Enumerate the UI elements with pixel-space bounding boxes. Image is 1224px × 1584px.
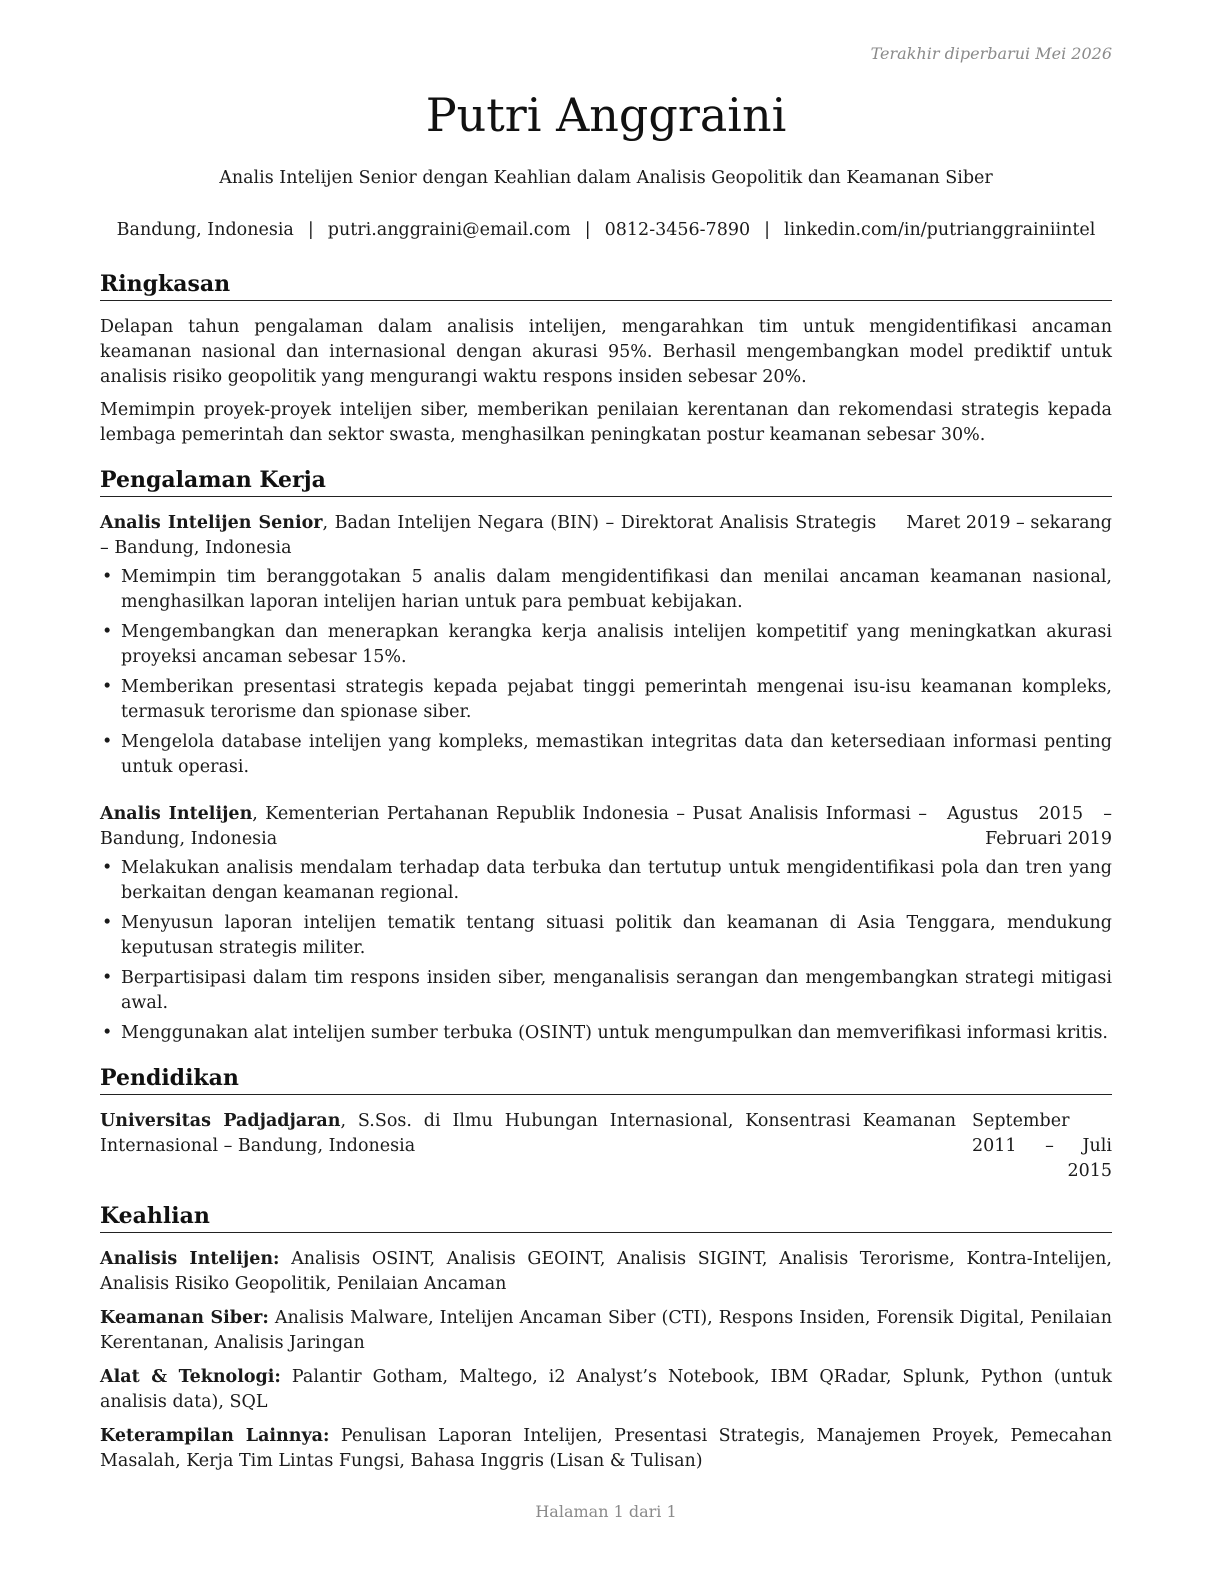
job-entry (100, 802, 1112, 1046)
job-role: Analis Intelijen Senior (100, 513, 323, 533)
bullet-glyph: • (102, 677, 113, 697)
skill-label: Keterampilan Lainnya: (100, 1426, 330, 1446)
list-item: • Mengembangkan dan menerapkan kerangka kerja analisis intelijen kompetitif yang meningkatkan akurasi proyeksi ancaman sebesar 15%. (102, 622, 1112, 667)
job-organization: , Kementerian Pertahanan Republik Indonesia – Pusat Analisis Informasi – Bandung, Indonesia (100, 804, 927, 849)
contact-email[interactable]: putri.anggraini@email.com (327, 220, 571, 240)
contact-line (80, 220, 1132, 240)
list-item: • Berpartisipasi dalam tim respons insiden siber, menganalisis serangan dan mengembangkan strategi mitigasi awal. (102, 968, 1112, 1013)
bullet-glyph: • (102, 968, 113, 988)
contact-location: Bandung, Indonesia (116, 220, 294, 240)
job-header (100, 802, 1112, 852)
skill-group (100, 1365, 1112, 1415)
bullet-glyph: • (102, 732, 113, 752)
contact-separator: | (584, 220, 591, 240)
contact-separator: | (307, 220, 314, 240)
skill-text: Analisis OSINT, Analisis GEOINT, Analisis SIGINT, Analisis Terorisme, Kontra-Intelijen, Analisis Risiko Geopolitik, Penilaian Ancaman (100, 1249, 1112, 1294)
experience-section (100, 466, 1112, 1046)
skill-text: Analisis Malware, Intelijen Ancaman Siber (CTI), Respons Insiden, Forensik Digital, Penilaian Kerentanan, Analisis Jaringan (100, 1308, 1113, 1353)
headline: Analis Intelijen Senior dengan Keahlian dalam Analisis Geopolitik dan Keamanan Siber (219, 168, 993, 188)
job-dates: Agustus 2015 – Februari 2019 (947, 804, 1112, 849)
education-dates: September 2011 – Juli 2015 (972, 1111, 1112, 1181)
skill-group (100, 1306, 1112, 1356)
education-detail: , S.Sos. di Ilmu Hubungan Internasional, Konsentrasi Keamanan Internasional – Bandung, Indonesia (100, 1111, 956, 1156)
list-item: • Memimpin tim beranggotakan 5 analis dalam mengidentifikasi dan menilai ancaman keamanan nasional, menghasilkan laporan intelijen harian untuk para pembuat kebijakan. (102, 567, 1112, 612)
education-section (100, 1064, 1112, 1184)
resume-content (100, 270, 1112, 1492)
summary-paragraph: Delapan tahun pengalaman dalam analisis intelijen, mengarahkan tim untuk mengidentifikasi ancaman keamanan nasional dan internasional dengan akurasi 95%. Berhasil mengembangkan model prediktif untuk analisis risiko geopolitik yang mengurangi waktu respons insiden sebesar 20%. (100, 317, 1112, 387)
job-bullets (100, 565, 1112, 780)
bullet-glyph: • (102, 913, 113, 933)
skills-section (100, 1202, 1112, 1474)
skill-text: Palantir Gotham, Maltego, i2 Analyst’s Notebook, IBM QRadar, Splunk, Python (untuk analisis data), SQL (100, 1367, 1113, 1412)
summary-section (100, 270, 1112, 448)
list-item: • Mengelola database intelijen yang kompleks, memastikan integritas data dan ketersediaan informasi penting untuk operasi. (102, 732, 1112, 777)
section-title-skills: Keahlian (100, 1202, 1112, 1233)
last-updated-note: Terakhir diperbarui Mei 2026 (870, 44, 1112, 63)
education-school: Universitas Padjadjaran (100, 1111, 341, 1131)
list-item: • Memberikan presentasi strategis kepada pejabat tinggi pemerintah mengenai isu-isu keamanan kompleks, termasuk terorisme dan spionase siber. (102, 677, 1112, 722)
page-number: Halaman 1 dari 1 (535, 1502, 677, 1521)
contact-phone: 0812-3456-7890 (604, 220, 751, 240)
job-dates: Maret 2019 – sekarang (906, 513, 1112, 533)
bullet-glyph: • (102, 1023, 113, 1043)
list-item: • Menggunakan alat intelijen sumber terbuka (OSINT) untuk mengumpulkan dan memverifikasi informasi kritis. (100, 1021, 1112, 1046)
section-title-experience: Pengalaman Kerja (100, 466, 1112, 497)
candidate-name: Putri Anggraini (425, 88, 787, 142)
job-organization: , Badan Intelijen Negara (BIN) – Direktorat Analisis Strategis – Bandung, Indonesia (100, 513, 877, 558)
summary-paragraph: Memimpin proyek-proyek intelijen siber, memberikan penilaian kerentanan dan rekomendasi strategis kepada lembaga pemerintah dan sektor swasta, menghasilkan peningkatan postur keamanan sebesar 30%. (100, 400, 1112, 445)
skill-group (100, 1247, 1112, 1297)
list-item: • Menyusun laporan intelijen tematik tentang situasi politik dan keamanan di Asia Tenggara, mendukung keputusan strategis militer. (102, 913, 1112, 958)
skill-text: Penulisan Laporan Intelijen, Presentasi Strategis, Manajemen Proyek, Pemecahan Masalah, Kerja Tim Lintas Fungsi, Bahasa Inggris (Lisan & Tulisan) (100, 1426, 1112, 1471)
skill-label: Analisis Intelijen: (100, 1249, 280, 1269)
resume-page (100, 0, 1112, 1584)
bullet-glyph: • (102, 622, 113, 642)
bullet-glyph: • (102, 567, 113, 587)
job-bullets (100, 856, 1112, 1046)
job-role: Analis Intelijen (100, 804, 253, 824)
list-item: • Melakukan analisis mendalam terhadap data terbuka dan tertutup untuk mengidentifikasi pola dan tren yang berkaitan dengan keamanan regional. (102, 858, 1112, 903)
education-entry (100, 1109, 1112, 1184)
job-entry (100, 511, 1112, 780)
bullet-glyph: • (102, 858, 113, 878)
job-header (100, 511, 1112, 561)
contact-linkedin[interactable]: linkedin.com/in/putrianggrainiintel (784, 220, 1096, 240)
section-title-summary: Ringkasan (100, 270, 1112, 301)
skill-label: Keamanan Siber: (100, 1308, 269, 1328)
section-title-education: Pendidikan (100, 1064, 1112, 1095)
skill-label: Alat & Teknologi: (100, 1367, 281, 1387)
skill-group (100, 1424, 1112, 1474)
contact-separator: | (764, 220, 770, 240)
